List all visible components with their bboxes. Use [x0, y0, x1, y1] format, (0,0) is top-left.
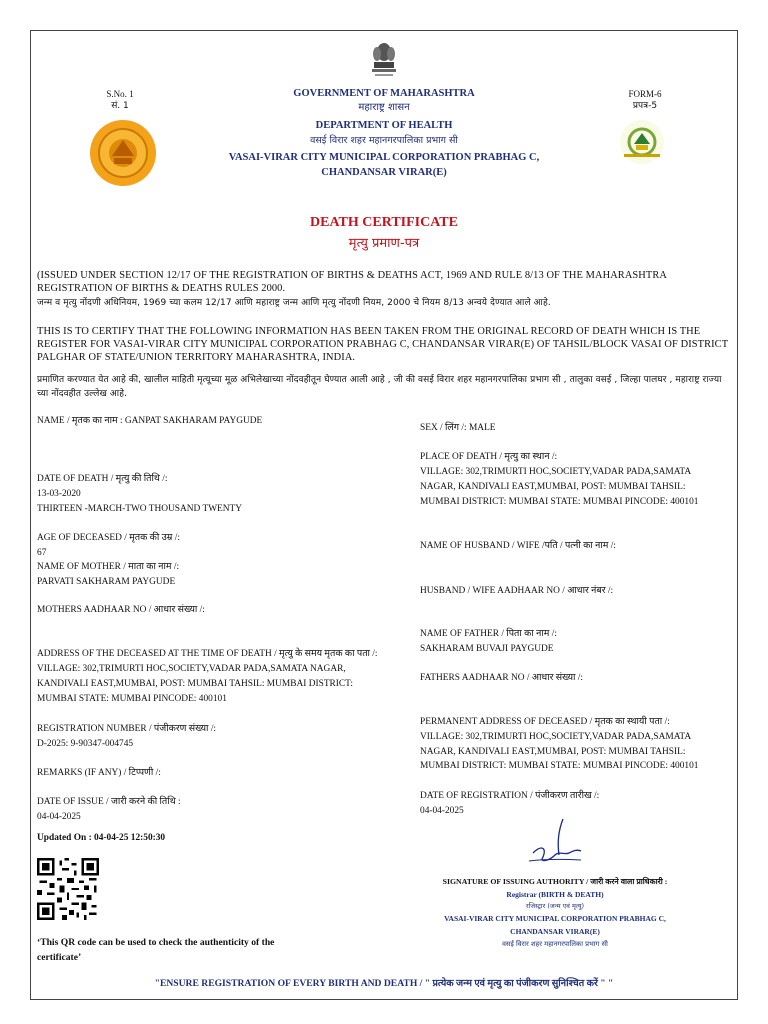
registration-number-value: D-2025: 9-90347-004745 [37, 739, 134, 749]
qr-code [37, 858, 99, 920]
permanent-address-line-1: VILLAGE: 302,TRIMURTI HOC,SOCIETY,VADAR PADA,SAMATA [420, 732, 692, 742]
place-of-death-line-2: NAGAR, KANDIVALI EAST,MUMBAI, POST: MUMBAI TAHSIL: [420, 482, 686, 492]
date-of-registration-label: DATE OF REGISTRATION / पंजीकरण तारीख /: [420, 791, 600, 801]
address-line-1: VILLAGE: 302,TRIMURTI HOC,SOCIETY,VADAR PADA,SAMATA NAGAR, [37, 664, 346, 674]
corporation-title-1: VASAI-VIRAR CITY MUNICIPAL CORPORATION PRABHAG C, [228, 152, 540, 163]
intro-text-mr: जन्म व मृत्यु नोंदणी अधिनियम, 1969 च्या कलम 12/17 आणि महाराष्ट्र जन्म आणि मृत्यु नोंदणी नियम, 2000 चे नियम 8/13 अन्वये देण्यात आले आहे. [37, 298, 551, 308]
footer-slogan: "ENSURE REGISTRATION OF EVERY BIRTH AND DEATH / " प्रत्येक जन्म एवं मृत्यु का पंजीकरण सुनिश्चित करें " " [154, 978, 614, 989]
husband-name-label: NAME OF HUSBAND / WIFE /पति / पत्नी का नाम /: [420, 541, 616, 551]
sex: SEX / लिंग /: MALE [420, 423, 496, 433]
form-number-mr: प्रपत्र-5 [632, 101, 658, 111]
mother-name-label: NAME OF MOTHER / माता का नाम /: [37, 562, 180, 572]
permanent-address-line-2: NAGAR, KANDIVALI EAST,MUMBAI, POST: MUMBAI TAHSIL: [420, 747, 686, 757]
certificate-title: DEATH CERTIFICATE [310, 215, 458, 230]
permanent-address-line-3: MUMBAI DISTRICT: MUMBAI STATE: MUMBAI PINCODE: 400101 [420, 761, 699, 771]
remarks-label: REMARKS (IF ANY) / टिप्पणी /: [37, 768, 161, 778]
mother-aadhaar-label: MOTHERS AADHAAR NO / आधार संख्या /: [37, 605, 205, 615]
signature-corp-line-1: VASAI-VIRAR CITY MUNICIPAL CORPORATION PRABHAG C, [444, 914, 666, 923]
corporation-title-mr: वसई विरार शहर महानगरपालिका प्रभाग सी [310, 135, 458, 146]
date-of-issue-label: DATE OF ISSUE / जारी करने की तिथि : [37, 797, 181, 807]
signature-corp-mr: वसई विरार शहर महानगरपालिका प्रभाग सी [502, 940, 608, 948]
qr-note-line-1: ‘This QR code can be used to check the authenticity of the [37, 937, 275, 948]
address-line-3: MUMBAI STATE: MUMBAI PINCODE: 400101 [37, 694, 227, 704]
father-aadhaar-label: FATHERS AADHAAR NO / आधार संख्या /: [420, 673, 584, 683]
serial-number-mr: सं. 1 [111, 101, 129, 111]
date-of-death-label: DATE OF DEATH / मृत्यु की तिथि /: [37, 474, 168, 484]
permanent-address-label: PERMANENT ADDRESS OF DECEASED / मृतक का स्थायी पता /: [420, 717, 670, 727]
government-title-mr: महाराष्ट्र शासन [358, 102, 410, 113]
date-of-issue-value: 04-04-2025 [37, 812, 81, 822]
qr-note-line-2: certificate’ [37, 952, 82, 963]
age-value: 67 [37, 548, 47, 558]
serial-number: S.No. 1 [106, 89, 134, 99]
government-title: GOVERNMENT OF MAHARASHTRA [293, 88, 475, 99]
signature-corp-line-2: CHANDANSAR VIRAR(E) [510, 927, 600, 936]
national-emblem-icon [369, 40, 399, 82]
date-of-registration-value: 04-04-2025 [420, 806, 464, 816]
form-number: FORM-6 [628, 89, 662, 99]
mother-name-value: PARVATI SAKHARAM PAYGUDE [37, 577, 176, 587]
date-of-death-value: 13-03-2020 [37, 489, 81, 499]
registrar-title-mr: रजिस्ट्रार (जन्म एवं मृत्यु) [525, 902, 585, 910]
registration-number-label: REGISTRATION NUMBER / पंजीकरण संख्या /: [37, 724, 217, 734]
corporation-title-2: CHANDANSAR VIRAR(E) [321, 167, 447, 178]
corporation-logo-icon [618, 118, 666, 166]
certify-text-mr: प्रमाणित करण्यात येत आहे की, खालील माहिती मृत्यूच्या मूळ अभिलेखाच्या नोंदवहीतून घेण्यात आली आहे , जी की वसई विरार शहर महानगरपालिका प्रभाग सी , तालुका वसई , जिल्हा पालघर , महाराष्ट्र राज्या च्या नोंदवहीत उल्लेख आहे. [37, 375, 722, 399]
place-of-death-line-1: VILLAGE: 302,TRIMURTI HOC,SOCIETY,VADAR PADA,SAMATA [420, 467, 692, 477]
date-of-death-words: THIRTEEN -MARCH-TWO THOUSAND TWENTY [37, 504, 243, 514]
husband-aadhaar-label: HUSBAND / WIFE AADHAAR NO / आधार नंबर /: [420, 586, 614, 596]
place-of-death-line-3: MUMBAI DISTRICT: MUMBAI STATE: MUMBAI PINCODE: 400101 [420, 497, 699, 507]
age-label: AGE OF DECEASED / मृतक की उम्र /: [37, 533, 180, 543]
father-name-value: SAKHARAM BUVAJI PAYGUDE [420, 644, 554, 654]
address-line-2: KANDIVALI EAST,MUMBAI, POST: MUMBAI TAHSIL: MUMBAI DISTRICT: [37, 679, 354, 689]
place-of-death-label: PLACE OF DEATH / मृत्यु का स्थान /: [420, 452, 558, 462]
address-label: ADDRESS OF THE DECEASED AT THE TIME OF DEATH / मृत्यु के समय मृतक का पता /: [37, 649, 378, 659]
registrar-title: Registrar (BIRTH & DEATH) [506, 890, 604, 899]
father-name-label: NAME OF FATHER / पिता का नाम /: [420, 629, 557, 639]
updated-on: Updated On : 04-04-25 12:50:30 [37, 833, 166, 843]
department-title: DEPARTMENT OF HEALTH [315, 120, 453, 131]
deceased-name: NAME / मृतक का नाम : GANPAT SAKHARAM PAYGUDE [37, 416, 263, 426]
signature-title: SIGNATURE OF ISSUING AUTHORITY / जारी करने वाला प्राधिकारी : [442, 877, 668, 886]
intro-text: (ISSUED UNDER SECTION 12/17 OF THE REGISTRATION OF BIRTHS & DEATHS ACT, 1969 AND RULE 8/13 OF THE MAHARASHTRA REGISTRATION OF BIRTHS & DEATHS RULES 2000. [37, 270, 667, 294]
authority-signature [525, 815, 585, 870]
certificate-title-mr: मृत्यु प्रमाण-पत्र [348, 236, 420, 251]
maharashtra-seal-icon [88, 118, 158, 188]
certify-text: THIS IS TO CERTIFY THAT THE FOLLOWING INFORMATION HAS BEEN TAKEN FROM THE ORIGINAL RECORD OF DEATH WHICH IS THE REGISTER FOR VASAI-VIRAR CITY MUNICIPAL CORPORATION PRABHAG C, CHANDANSAR VIRAR(E) OF TAHSIL/BLOCK VASAI OF DISTRICT PALGHAR OF STATE/UNION TERRITORY MAHARASHTRA, INDIA. [37, 326, 728, 363]
